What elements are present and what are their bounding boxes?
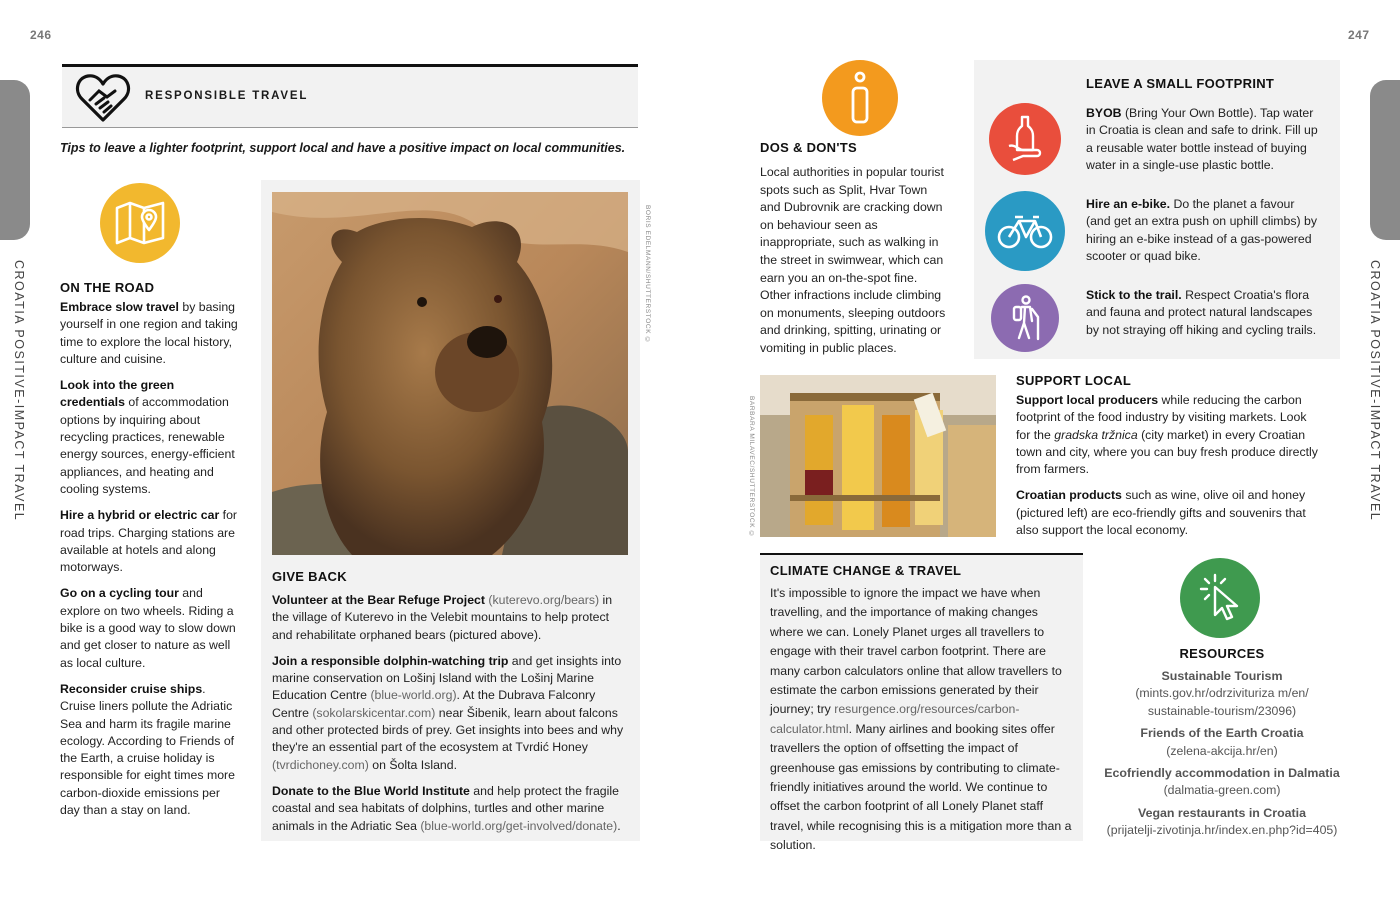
link[interactable]: (sokolarskicentar.com) xyxy=(312,705,436,720)
dos-donts-heading: DOS & DON'TS xyxy=(760,140,857,155)
page-number-right: 247 xyxy=(1348,28,1370,42)
info-icon xyxy=(822,60,898,136)
link[interactable]: (blue-world.org) xyxy=(370,688,457,703)
link[interactable]: resurgence.org/resources/carbon-calculator.html xyxy=(770,702,1020,736)
on-the-road-heading: ON THE ROAD xyxy=(60,280,155,295)
footprint-heading: LEAVE A SMALL FOOTPRINT xyxy=(1086,76,1275,91)
side-label-right: CROATIA POSITIVE-IMPACT TRAVEL xyxy=(1368,260,1382,522)
link[interactable]: (blue-world.org/get-involved/donate) xyxy=(420,818,618,833)
section-title: RESPONSIBLE TRAVEL xyxy=(145,90,309,102)
hiker-icon xyxy=(991,284,1059,352)
list-item: Friends of the Earth Croatia (zelena-akcija.hr/en) xyxy=(1104,725,1340,760)
side-tab-left xyxy=(0,80,30,240)
resources-list xyxy=(1104,668,1340,840)
dos-donts-text: Local authorities in popular tourist spots such as Split, Hvar Town and Dubrovnik are cracking down on behaviour seen as inappropriate, such as walking in the street in swimwear, which can earn you an on-the-spot fine. Other infractions include climbing on monuments, sleeping outdoors and drinking, spitting, urinating or vomiting in public places. xyxy=(760,165,946,355)
footprint-item-ebike: Hire an e-bike. Do the planet a favour (and get an extra push on uphill climbs) by hiring an e-bike instead of a gas-powered scooter or quad bike. xyxy=(1086,197,1318,263)
list-item: Hire a hybrid or electric car for road trips. Charging stations are available at hotels and along motorways. xyxy=(60,508,238,575)
cursor-click-icon xyxy=(1180,558,1260,638)
side-tab-right xyxy=(1370,80,1400,240)
link[interactable]: (zelena-akcija.hr/en) xyxy=(1166,743,1278,758)
link[interactable]: (mints.gov.hr/odrzivituriza m/en/ sustainable-tourism/23096) xyxy=(1135,686,1309,718)
paragraph: Volunteer at the Bear Refuge Project (kuterevo.org/bears) in the village of Kuterevo in the Velebit mountains to help protect and rehabilitate orphaned bears (pictured above). xyxy=(272,593,613,642)
bicycle-icon xyxy=(985,191,1065,271)
bear-photo xyxy=(272,192,628,555)
bottles-photo-credit: BARBARA MILAVEC/SHUTTERSTOCK © xyxy=(748,396,755,539)
handshake-heart-icon xyxy=(74,70,132,131)
bear-photo-credit: BORIS EDELMANN/SHUTTERSTOCK © xyxy=(644,205,651,345)
climate-heading: CLIMATE CHANGE & TRAVEL xyxy=(770,563,962,578)
section-header xyxy=(62,64,638,128)
support-local-text xyxy=(1016,392,1322,548)
list-item: Ecofriendly accommodation in Dalmatia (dalmatia-green.com) xyxy=(1104,765,1340,800)
support-local-heading: SUPPORT LOCAL xyxy=(1016,373,1132,388)
bottle-hand-icon xyxy=(989,103,1061,175)
intro-text: Tips to leave a lighter footprint, support local and have a positive impact on local communities. xyxy=(60,141,626,155)
footprint-item-byob: BYOB (Bring Your Own Bottle). Tap water in Croatia is clean and safe to drink. Fill up a reusable water bottle instead of buying water in a single-use plastic bottle. xyxy=(1086,106,1318,172)
link[interactable]: (dalmatia-green.com) xyxy=(1163,783,1281,798)
footprint-item-trail: Stick to the trail. Respect Croatia's flora and fauna and protect natural landscapes by not straying off hiking and cycling trails. xyxy=(1086,288,1317,337)
climate-text: It's impossible to ignore the impact we have when travelling, and the importance of making changes where we can. Lonely Planet urges all travellers to engage with their travel carbon footprint. There are many carbon calculators online that allow travellers to estimate the carbon emissions generated by their journey; try resurgence.org/resources/carbon-calculator.html. Many airlines and booking sites offer travellers the option of offsetting the impact of greenhouse gas emissions by contributing to climate-friendly initiatives around the world. We continue to offset the carbon footprint of all Lonely Planet staff travel, while recognising this is a mitigation more than a solution. xyxy=(770,586,1072,853)
paragraph: Support local producers while reducing the carbon footprint of the food industry by visiting markets. Look for the gradska tržnica (city market) in every Croatian town and city, where you can buy fresh produce directly from farmers. xyxy=(1016,393,1318,477)
link[interactable]: (prijatelji-zivotinja.hr/index.en.php?id=405) xyxy=(1106,823,1338,838)
side-label-left: CROATIA POSITIVE-IMPACT TRAVEL xyxy=(12,260,26,522)
give-back-heading: GIVE BACK xyxy=(272,569,347,584)
list-item: Look into the green credentials of accommodation options by inquiring about recycling practices, renewable energy sources, energy-efficient appliances, and heating and cooling systems. xyxy=(60,378,235,496)
give-back-text xyxy=(272,592,630,844)
bottles-photo xyxy=(760,375,996,537)
list-item: Vegan restaurants in Croatia (prijatelji-zivotinja.hr/index.en.php?id=405) xyxy=(1104,805,1340,840)
link[interactable]: (kuterevo.org/bears) xyxy=(484,593,600,607)
list-item: Sustainable Tourism (mints.gov.hr/odrzivituriza m/en/ sustainable-tourism/23096) xyxy=(1104,668,1340,720)
paragraph: Donate to the Blue World Institute and help protect the fragile coastal and sea habitats of dolphins, turtles and other marine animals in the Adriatic Sea (blue-world.org/get-involved/donate). xyxy=(272,783,621,833)
list-item: Go on a cycling tour and explore on two wheels. Riding a bike is a good way to slow down and get closer to nature as well as local culture. xyxy=(60,586,236,670)
resources-heading: RESOURCES xyxy=(1179,646,1265,661)
list-item: Reconsider cruise ships. Cruise liners pollute the Adriatic Sea and harm its fragile marine ecology. According to Friends of the Earth, a cruise holiday is responsible for eight times more carbon-dioxide emissions per day than a stay on land. xyxy=(60,681,235,818)
link[interactable]: (tvrdichoney.com) xyxy=(272,757,369,772)
on-the-road-list xyxy=(60,299,240,828)
paragraph: Croatian products such as wine, olive oil and honey (pictured left) are eco-friendly gifts and souvenirs that also support the local economy. xyxy=(1016,488,1306,538)
map-pin-icon xyxy=(100,183,180,263)
page-number-left: 246 xyxy=(30,28,52,42)
paragraph: Join a responsible dolphin-watching trip and get insights into marine conservation on Lošinj Island with the Lošinj Marine Education Centre (blue-world.org). At the Dubrava Falconry Centre (sokolarskicentar.com) near Šibenik, learn about falcons and other protected birds of prey. Get insights into bees and why they're an essential part of the ecosystem at Tvrdić Honey (tvrdichoney.com) on Šolta Island. xyxy=(272,653,624,772)
list-item: Embrace slow travel by basing yourself in one region and taking time to explore the local history, culture and cuisine. xyxy=(60,300,238,366)
